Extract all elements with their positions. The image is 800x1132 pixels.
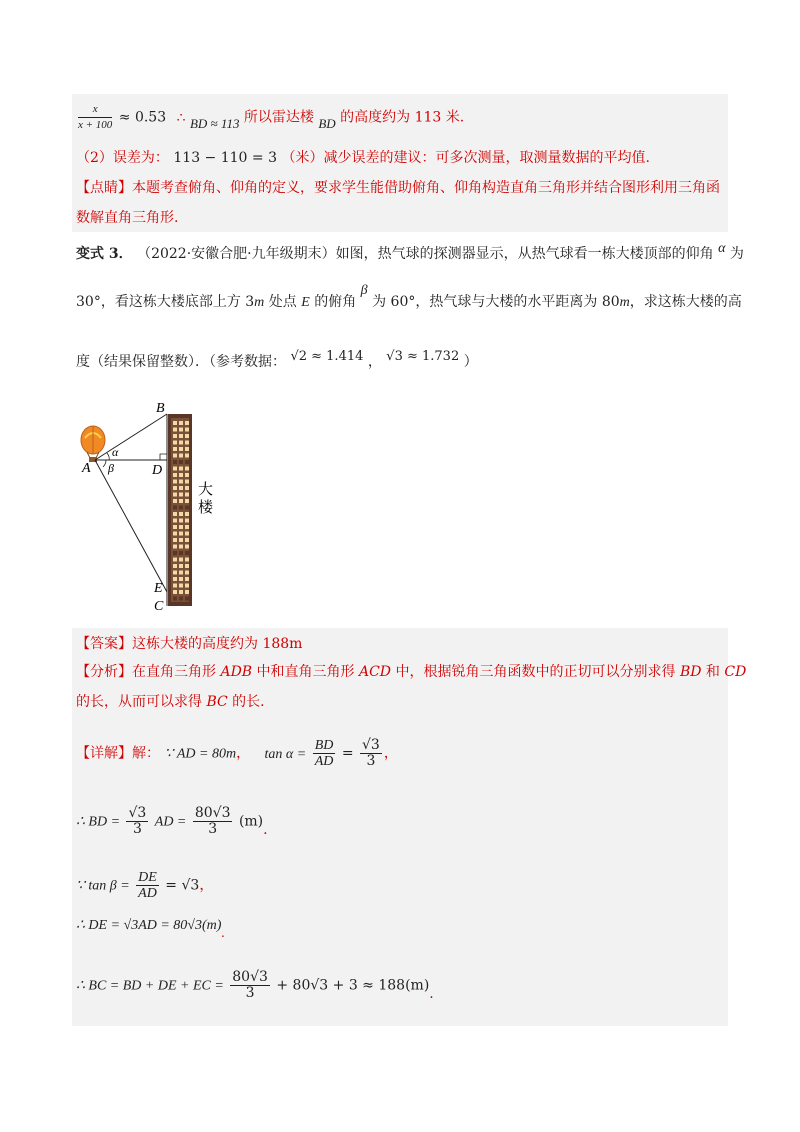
- building-window: [185, 506, 189, 510]
- building-window: [185, 545, 189, 549]
- label-A: A: [82, 461, 91, 476]
- building-window: [173, 538, 177, 542]
- building-window: [173, 571, 177, 575]
- building-window: [185, 460, 189, 464]
- analysis-line-2: 的长，从而可以求得 BC 的长.: [76, 694, 265, 710]
- geometry-figure: [70, 392, 220, 632]
- label-D: D: [152, 463, 163, 478]
- building-window: [185, 577, 189, 581]
- building-window: [185, 590, 189, 594]
- building-shape: [168, 414, 192, 606]
- building-window: [185, 558, 189, 562]
- angle-beta-arc: [103, 460, 106, 467]
- line-AE: [95, 460, 167, 592]
- building-window: [179, 519, 183, 523]
- building-window: [179, 512, 183, 516]
- building-window: [173, 584, 177, 588]
- building-window: [173, 493, 177, 497]
- detail-line-tanb: ∵ tan β = $\frac{DE}{AD}$ = √3，: [76, 870, 214, 901]
- building-window: [185, 447, 189, 451]
- building-window: [173, 506, 177, 510]
- label-E: E: [154, 581, 163, 596]
- building-window: [185, 597, 189, 601]
- building-label-lou: 楼: [198, 498, 214, 516]
- building-window: [173, 480, 177, 484]
- label-beta: β: [108, 461, 114, 475]
- building-window: [173, 558, 177, 562]
- building-window: [185, 428, 189, 432]
- problem-line-2: 30°，看这栋大楼底部上方 3m 处点 E 的俯角 β 为 60°，热气球与大楼的水平距离为 80m，求这栋大楼的高: [76, 283, 742, 310]
- building-window: [179, 421, 183, 425]
- building-window: [173, 486, 177, 490]
- building-window: [179, 590, 183, 594]
- detail-line-bc: ∴ BC = BD + DE + EC = $\frac{80√3}{3}$ + 80√3 + 3 ≈ 188(m).: [76, 969, 434, 1002]
- building-window: [173, 590, 177, 594]
- building-window: [173, 499, 177, 503]
- building-window: [173, 519, 177, 523]
- building-window: [179, 532, 183, 536]
- hot-air-balloon-icon: [81, 426, 105, 462]
- building-window: [185, 493, 189, 497]
- building-window: [173, 564, 177, 568]
- building-window: [185, 480, 189, 484]
- building-window: [179, 486, 183, 490]
- building-window: [179, 473, 183, 477]
- tip-line-2: 数解直角三角形.: [76, 210, 179, 226]
- building-window: [173, 551, 177, 555]
- building-window: [179, 545, 183, 549]
- analysis-line-1: 【分析】在直角三角形 ADB 中和直角三角形 ACD 中，根据锐角三角函数中的正切可以分别求得 BD 和 CD: [76, 664, 747, 680]
- building-window: [173, 441, 177, 445]
- building-window: [179, 577, 183, 581]
- detail-line-1: 【详解】解： ∵ AD = 80m， tan α = $\frac{BD}{AD}$ = $\frac{√3}{3}$ ，: [76, 737, 398, 769]
- building-window: [185, 519, 189, 523]
- building-window: [173, 473, 177, 477]
- building-window: [179, 571, 183, 575]
- problem-line-1: 变式 3． （2022·安徽合肥·九年级期末）如图，热气球的探测器显示，从热气球看一栋大楼顶部的仰角 α 为: [76, 241, 744, 262]
- angle-alpha-arc: [107, 453, 109, 460]
- building-window: [173, 577, 177, 581]
- top-line-2: （2）误差为： 113 − 110 = 3 （米）减少误差的建议：可多次测量，取测量数据的平均值.: [76, 150, 650, 166]
- building-window: [173, 434, 177, 438]
- building-window: [179, 538, 183, 542]
- top-line-1: $\frac{x}{x + 100}$ ≈ 0.53 ∴ BD ≈ 113 所以雷达楼 BD 的高度约为 113 米.: [78, 103, 465, 131]
- building-window: [185, 571, 189, 575]
- building-window: [185, 584, 189, 588]
- building-window: [179, 428, 183, 432]
- building-window: [179, 493, 183, 497]
- right-angle-mark: [160, 454, 167, 460]
- building-window: [185, 538, 189, 542]
- building-window: [179, 584, 183, 588]
- building-window: [173, 525, 177, 529]
- label-B: B: [156, 401, 165, 416]
- building-window: [179, 441, 183, 445]
- building-window: [179, 597, 183, 601]
- building-window: [185, 486, 189, 490]
- frac-80sqrt3-3-b: $\frac{80√3}{3}$: [232, 969, 268, 1001]
- building-window: [179, 564, 183, 568]
- building-window: [179, 525, 183, 529]
- building-window: [185, 454, 189, 458]
- building-window: [179, 551, 183, 555]
- building-window: [185, 473, 189, 477]
- building-window: [179, 480, 183, 484]
- detail-line-bd: ∴ BD = $\frac{√3}{3}$ AD = $\frac{80√3}{3}$ (m).: [76, 805, 268, 838]
- building-window: [173, 454, 177, 458]
- problem-line-3: 度（结果保留整数）．（参考数据： √2 ≈ 1.414 ， √3 ≈ 1.732 ）: [76, 349, 478, 370]
- building-label-da: 大: [198, 480, 214, 498]
- frac-80sqrt3-3: $\frac{80√3}{3}$: [194, 805, 231, 837]
- building-window: [173, 597, 177, 601]
- ratio-fraction: $\frac{x}{x + 100}$: [78, 103, 113, 131]
- building-window: [179, 460, 183, 464]
- frac-de-ad: $\frac{DE}{AD}$: [138, 870, 157, 901]
- building-window: [173, 428, 177, 432]
- building-window: [185, 512, 189, 516]
- building-window: [179, 434, 183, 438]
- label-C: C: [154, 599, 164, 614]
- building-window: [185, 441, 189, 445]
- label-alpha: α: [112, 445, 119, 459]
- building-window: [179, 558, 183, 562]
- building-window: [179, 506, 183, 510]
- building-window: [179, 447, 183, 451]
- tip-line-1: 【点睛】本题考查俯角、仰角的定义，要求学生能借助俯角、仰角构造直角三角形并结合图形利用三角函: [76, 180, 720, 196]
- frac-bd-ad: $\frac{BD}{AD}$: [314, 738, 334, 769]
- building-window: [185, 532, 189, 536]
- detail-line-de: ∴ DE = √3AD = 80√3(m).: [76, 918, 225, 941]
- building-window: [185, 525, 189, 529]
- building-window: [173, 467, 177, 471]
- answer-line: 【答案】这栋大楼的高度约为 188m: [76, 636, 303, 652]
- frac-sqrt3-3: $\frac{√3}{3}$: [362, 737, 380, 769]
- building-window: [173, 421, 177, 425]
- building-window: [173, 512, 177, 516]
- frac-sqrt3-3-b: $\frac{√3}{3}$: [128, 805, 147, 837]
- building-window: [185, 564, 189, 568]
- building-window: [185, 499, 189, 503]
- building-window: [179, 467, 183, 471]
- building-window: [173, 447, 177, 451]
- building-window: [173, 545, 177, 549]
- building-window: [185, 421, 189, 425]
- building-window: [185, 551, 189, 555]
- building-window: [185, 467, 189, 471]
- building-window: [185, 434, 189, 438]
- building-window: [179, 454, 183, 458]
- building-window: [173, 460, 177, 464]
- line-AB: [95, 414, 167, 460]
- building-window: [179, 499, 183, 503]
- building-window: [173, 532, 177, 536]
